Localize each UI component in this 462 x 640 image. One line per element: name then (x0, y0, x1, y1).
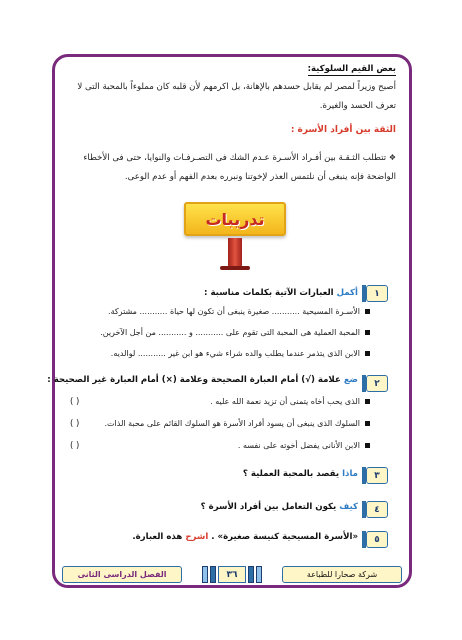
question-number-2: ٢ (366, 375, 388, 392)
paragraph-trust-text: تتطلب الثـقـة بين أفـراد الأسـرة عـدم الشك فى التصـرفـات والنوايا، حتى فى الأخطاء الواضحة فإنه ينبغى أن نلتمس العذر لإخوتنا ونبرره بعدم الفهم أو عدم الوعى. (83, 153, 396, 182)
question-1-title: أكمل العبارات الآتية بكلمات مناسبة : (204, 288, 358, 298)
banner-post (228, 238, 242, 268)
diamond-bullet-icon: ❖ (388, 153, 396, 162)
footer-stripe (256, 566, 262, 583)
q1-item-2: المحبة العملية هى المحبة التى تقوم على ........... و ........... من أجل الآخرين. (100, 328, 370, 337)
q2-item-2: السلوك الذى ينبغى أن يسود أفراد الأسرة هو السلوك القائم على محبة الذات. (104, 419, 370, 428)
question-3-keyword: ماذا (342, 469, 358, 479)
footer-page-number-block (186, 566, 278, 583)
page-number: ٣٦ (218, 566, 246, 583)
answer-parentheses-2[interactable]: ( ) (70, 419, 80, 429)
question-4-title: كيف يكون التعامل بين أفراد الأسرة ؟ (200, 502, 358, 512)
question-3-title: ماذا يقصد بالمحبة العملية ؟ (242, 469, 358, 479)
question-2-keyword: ضع (343, 375, 358, 385)
square-bullet-icon (365, 421, 370, 426)
question-4-keyword: كيف (339, 502, 358, 512)
question-number-5: ٥ (366, 531, 388, 548)
footer-publisher: شركة صحارا للطباعة (282, 566, 402, 583)
banner-text: تدريبات (205, 209, 265, 229)
question-number-1: ١ (366, 285, 388, 302)
question-number-4: ٤ (366, 501, 388, 518)
question-5-title: «الأسرة المسيحية كنيسة صغيرة» . اشرح هذه العبارة. (132, 532, 358, 542)
square-bullet-icon (365, 399, 370, 404)
answer-parentheses-3[interactable]: ( ) (70, 441, 80, 451)
subheading-family-trust: الثقة بين أفراد الأسرة : (290, 125, 396, 135)
exercises-banner (184, 202, 286, 236)
paragraph-trust (56, 148, 396, 187)
footer-stripe (210, 566, 216, 583)
q1-item-1: الأسـرة المسيحية ........... صغيرة ينبغى أن تكون لها حياة ........... مشتركة. (108, 307, 370, 316)
footer-stripe (248, 566, 254, 583)
question-5-keyword: اشرح (185, 532, 209, 542)
square-bullet-icon (365, 443, 370, 448)
q2-item-3: الابن الأنانى يفضل أخوته على نفسه . (238, 441, 370, 450)
paragraph-joseph: أصبح وزيراً لمصر لم يقابل حسدهم بالإهانة، بل اكرمهم لأن قلبه كان مملوءاً بالمحبة التى لا تعرف الحسد والغيرة. (77, 82, 396, 111)
q1-item-3: الابن الذى يتذمر عندما يطلب والده شراء شيء هو ابن غير ........... لوالديه. (111, 349, 370, 358)
section-title: بعض القيم السلوكية: (307, 64, 396, 74)
footer-semester: الفصل الدراسى الثانى (62, 566, 182, 583)
footer-stripe (202, 566, 208, 583)
question-number-3: ٣ (366, 467, 388, 484)
q2-item-1: الذى يحب أخاه يتمنى أن تزيد نعمة الله عليه . (210, 397, 370, 406)
question-1-keyword: أكمل (336, 288, 358, 298)
banner-post-base (220, 266, 250, 270)
question-2-title: ضع علامة (√) أمام العبارة الصحيحة وعلامة (×) أمام العبارة غير الصحيحة : (47, 375, 358, 385)
answer-parentheses-1[interactable]: ( ) (70, 397, 80, 407)
square-bullet-icon (365, 351, 370, 356)
square-bullet-icon (365, 330, 370, 335)
square-bullet-icon (365, 309, 370, 314)
